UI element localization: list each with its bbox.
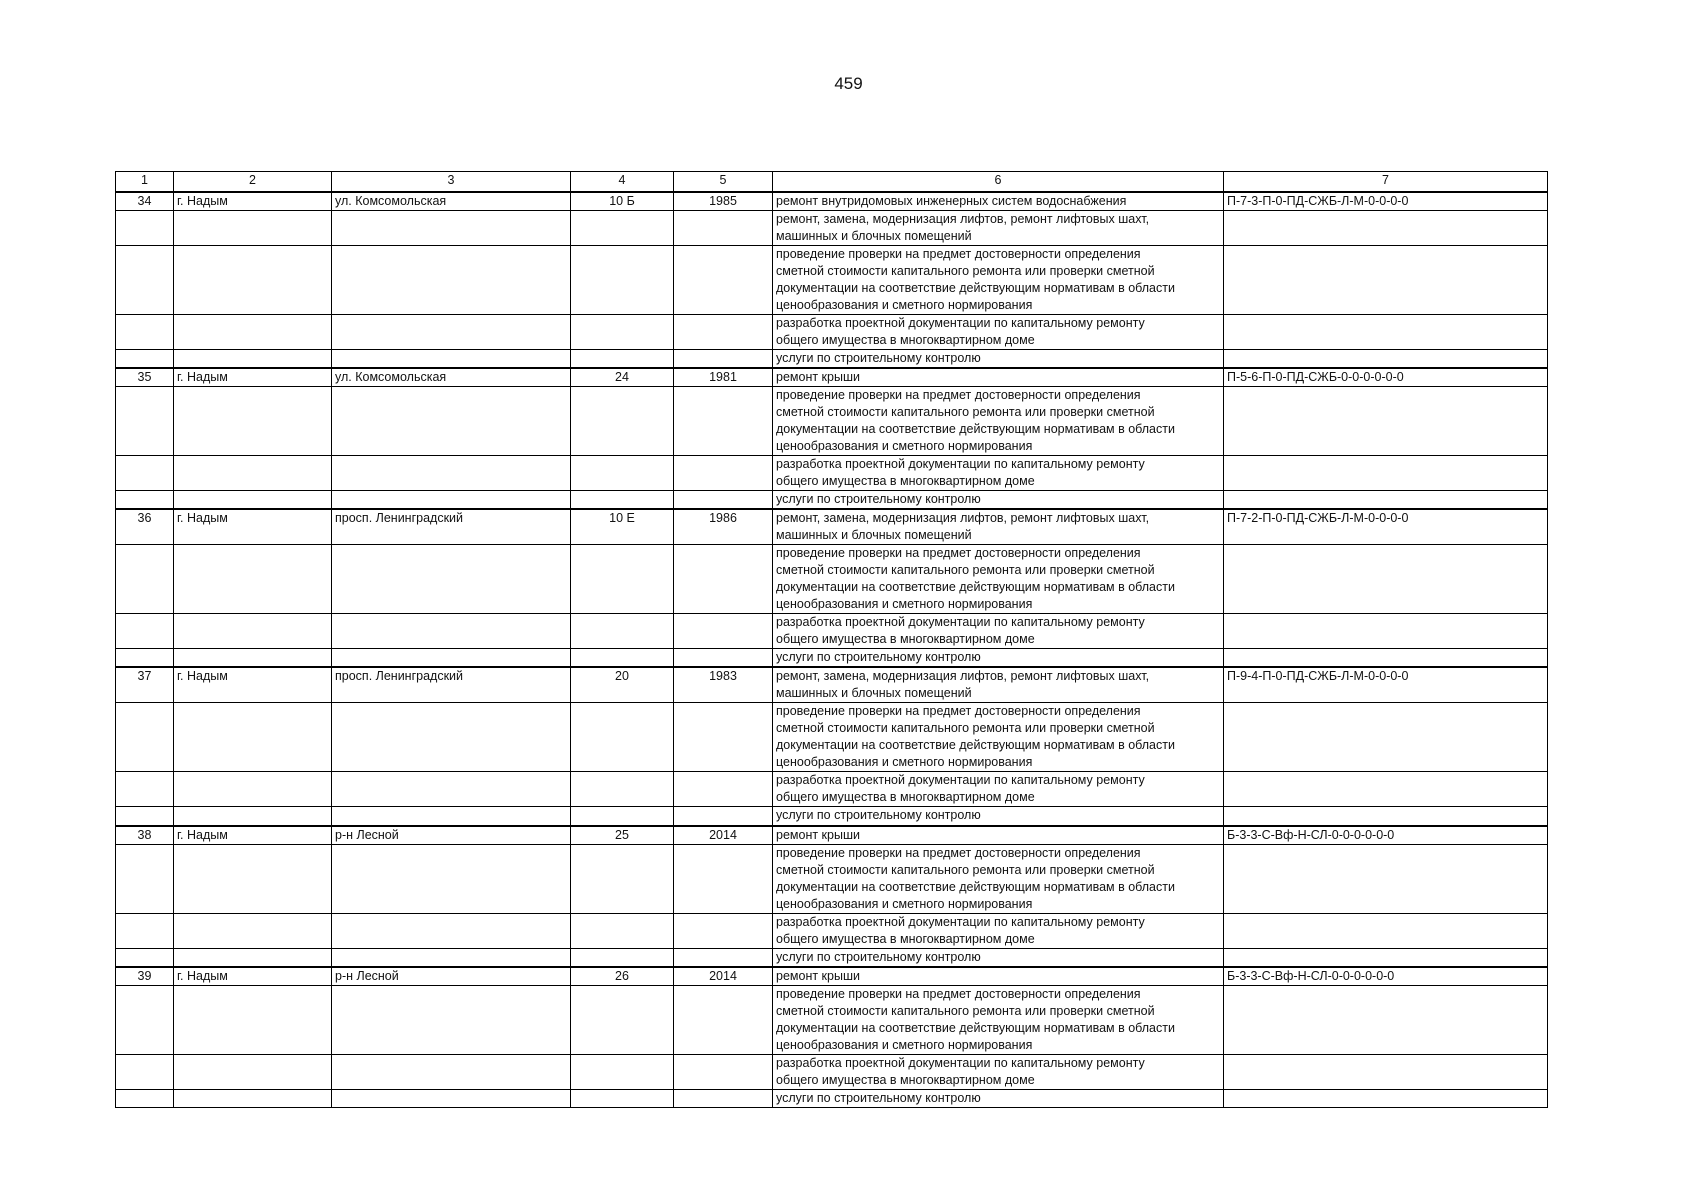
empty-cell [674,703,773,772]
code-cell: Б-3-3-С-Вф-Н-СЛ-0-0-0-0-0-0 [1224,967,1548,986]
table-row [116,192,1548,211]
empty-cell [174,1089,332,1108]
empty-cell [1224,614,1548,649]
empty-cell [674,315,773,350]
empty-cell [116,1054,174,1089]
empty-cell [571,456,674,491]
empty-cell [674,1054,773,1089]
empty-cell [1224,491,1548,510]
empty-cell [116,1089,174,1108]
table-row [116,614,1548,649]
table-row [116,967,1548,986]
work-type-cell: разработка проектной документации по капитальному ремонту общего имущества в многоквартирном доме [773,315,1224,350]
table-row [116,211,1548,246]
code-cell: П-9-4-П-0-ПД-СЖБ-Л-М-0-0-0-0 [1224,667,1548,703]
empty-cell [571,807,674,826]
empty-cell [571,545,674,614]
empty-cell [571,1054,674,1089]
table-row [116,985,1548,1054]
empty-cell [116,614,174,649]
empty-cell [1224,772,1548,807]
empty-cell [174,1054,332,1089]
empty-cell [332,491,571,510]
page-number: 459 [834,74,863,93]
empty-cell [674,807,773,826]
table-row [116,649,1548,668]
work-type-cell: проведение проверки на предмет достоверности определения сметной стоимости капитального ремонта или проверки сметной документации на соответствие действующим нормативам в области ценообразования и сметного нормирования [773,985,1224,1054]
work-type-cell: услуги по строительному контролю [773,807,1224,826]
column-header-6: 6 [773,172,1224,193]
work-type-cell: ремонт крыши [773,826,1224,845]
city-cell: г. Надым [174,368,332,387]
work-type-cell: разработка проектной документации по капитальному ремонту общего имущества в многоквартирном доме [773,772,1224,807]
work-type-cell: ремонт внутридомовых инженерных систем водоснабжения [773,192,1224,211]
empty-cell [174,350,332,369]
empty-cell [332,315,571,350]
empty-cell [1224,246,1548,315]
empty-cell [174,913,332,948]
empty-cell [116,456,174,491]
code-cell: П-5-6-П-0-ПД-СЖБ-0-0-0-0-0-0 [1224,368,1548,387]
empty-cell [674,456,773,491]
table-row [116,913,1548,948]
empty-cell [332,1054,571,1089]
table-row [116,772,1548,807]
work-type-cell: ремонт, замена, модернизация лифтов, ремонт лифтовых шахт, машинных и блочных помещений [773,211,1224,246]
year-cell: 1986 [674,509,773,545]
column-header-3: 3 [332,172,571,193]
empty-cell [571,913,674,948]
empty-cell [332,387,571,456]
work-type-cell: услуги по строительному контролю [773,649,1224,668]
year-cell: 2014 [674,967,773,986]
work-type-cell: ремонт крыши [773,368,1224,387]
empty-cell [332,246,571,315]
empty-cell [174,948,332,967]
empty-cell [674,614,773,649]
table-row [116,350,1548,369]
empty-cell [1224,649,1548,668]
empty-cell [174,211,332,246]
empty-cell [571,246,674,315]
empty-cell [1224,1089,1548,1108]
empty-cell [174,985,332,1054]
empty-cell [674,985,773,1054]
table-row [116,1054,1548,1089]
house-cell: 10 Е [571,509,674,545]
row-number: 39 [116,967,174,986]
house-cell: 20 [571,667,674,703]
table-row [116,387,1548,456]
empty-cell [332,614,571,649]
empty-cell [1224,703,1548,772]
empty-cell [571,649,674,668]
empty-cell [674,545,773,614]
work-type-cell: разработка проектной документации по капитальному ремонту общего имущества в многоквартирном доме [773,456,1224,491]
empty-cell [332,703,571,772]
work-type-cell: разработка проектной документации по капитальному ремонту общего имущества в многоквартирном доме [773,614,1224,649]
city-cell: г. Надым [174,192,332,211]
empty-cell [116,211,174,246]
work-type-cell: услуги по строительному контролю [773,948,1224,967]
empty-cell [674,649,773,668]
table-row [116,1089,1548,1108]
empty-cell [674,350,773,369]
empty-cell [571,1089,674,1108]
street-cell: ул. Комсомольская [332,368,571,387]
table-body [116,192,1548,1108]
empty-cell [332,913,571,948]
empty-cell [1224,948,1548,967]
empty-cell [174,844,332,913]
row-number: 37 [116,667,174,703]
empty-cell [116,350,174,369]
empty-cell [116,844,174,913]
empty-cell [174,545,332,614]
street-cell: просп. Ленинградский [332,667,571,703]
work-type-cell: проведение проверки на предмет достоверности определения сметной стоимости капитального ремонта или проверки сметной документации на соответствие действующим нормативам в области ценообразования и сметного нормирования [773,844,1224,913]
empty-cell [1224,211,1548,246]
work-type-cell: ремонт, замена, модернизация лифтов, ремонт лифтовых шахт, машинных и блочных помещений [773,667,1224,703]
city-cell: г. Надым [174,509,332,545]
table-row [116,368,1548,387]
empty-cell [174,456,332,491]
table-row [116,703,1548,772]
work-type-cell: проведение проверки на предмет достоверности определения сметной стоимости капитального ремонта или проверки сметной документации на соответствие действующим нормативам в области ценообразования и сметного нормирования [773,246,1224,315]
empty-cell [571,703,674,772]
empty-cell [674,913,773,948]
empty-cell [174,772,332,807]
column-header-1: 1 [116,172,174,193]
empty-cell [571,387,674,456]
empty-cell [571,315,674,350]
empty-cell [332,350,571,369]
empty-cell [332,545,571,614]
empty-cell [116,772,174,807]
city-cell: г. Надым [174,967,332,986]
empty-cell [1224,1054,1548,1089]
table-row [116,509,1548,545]
year-cell: 1983 [674,667,773,703]
table-row [116,667,1548,703]
street-cell: просп. Ленинградский [332,509,571,545]
table-row [116,844,1548,913]
work-type-cell: услуги по строительному контролю [773,491,1224,510]
code-cell: П-7-2-П-0-ПД-СЖБ-Л-М-0-0-0-0 [1224,509,1548,545]
empty-cell [674,844,773,913]
empty-cell [571,211,674,246]
table-row [116,545,1548,614]
empty-cell [571,948,674,967]
empty-cell [571,491,674,510]
empty-cell [1224,545,1548,614]
empty-cell [116,246,174,315]
empty-cell [332,1089,571,1108]
table-header [116,172,1548,193]
row-number: 35 [116,368,174,387]
empty-cell [674,387,773,456]
empty-cell [116,913,174,948]
row-number: 36 [116,509,174,545]
empty-cell [332,772,571,807]
empty-cell [1224,807,1548,826]
work-type-cell: ремонт, замена, модернизация лифтов, ремонт лифтовых шахт, машинных и блочных помещений [773,509,1224,545]
empty-cell [116,545,174,614]
year-cell: 2014 [674,826,773,845]
empty-cell [174,315,332,350]
work-type-cell: разработка проектной документации по капитальному ремонту общего имущества в многоквартирном доме [773,913,1224,948]
work-type-cell: услуги по строительному контролю [773,1089,1224,1108]
empty-cell [116,649,174,668]
column-header-7: 7 [1224,172,1548,193]
table-row [116,491,1548,510]
work-type-cell: разработка проектной документации по капитальному ремонту общего имущества в многоквартирном доме [773,1054,1224,1089]
empty-cell [332,649,571,668]
empty-cell [674,491,773,510]
house-cell: 10 Б [571,192,674,211]
empty-cell [1224,456,1548,491]
table-row [116,315,1548,350]
header-row [116,172,1548,193]
house-cell: 25 [571,826,674,845]
empty-cell [332,211,571,246]
table-row [116,246,1548,315]
column-header-5: 5 [674,172,773,193]
repair-program-table [115,171,1548,1108]
empty-cell [674,211,773,246]
empty-cell [1224,350,1548,369]
empty-cell [1224,844,1548,913]
column-header-2: 2 [174,172,332,193]
city-cell: г. Надым [174,667,332,703]
empty-cell [116,985,174,1054]
empty-cell [332,456,571,491]
table-row [116,807,1548,826]
work-type-cell: услуги по строительному контролю [773,350,1224,369]
empty-cell [1224,985,1548,1054]
empty-cell [674,246,773,315]
empty-cell [174,649,332,668]
year-cell: 1981 [674,368,773,387]
empty-cell [1224,913,1548,948]
column-header-4: 4 [571,172,674,193]
table-row [116,948,1548,967]
house-cell: 26 [571,967,674,986]
empty-cell [116,387,174,456]
empty-cell [116,948,174,967]
empty-cell [116,491,174,510]
empty-cell [332,985,571,1054]
empty-cell [332,844,571,913]
work-type-cell: проведение проверки на предмет достоверности определения сметной стоимости капитального ремонта или проверки сметной документации на соответствие действующим нормативам в области ценообразования и сметного нормирования [773,545,1224,614]
street-cell: р-н Лесной [332,826,571,845]
empty-cell [1224,315,1548,350]
row-number: 34 [116,192,174,211]
table-row [116,826,1548,845]
empty-cell [1224,387,1548,456]
work-type-cell: ремонт крыши [773,967,1224,986]
house-cell: 24 [571,368,674,387]
street-cell: ул. Комсомольская [332,192,571,211]
empty-cell [674,948,773,967]
code-cell: П-7-3-П-0-ПД-СЖБ-Л-М-0-0-0-0 [1224,192,1548,211]
code-cell: Б-3-3-С-Вф-Н-СЛ-0-0-0-0-0-0 [1224,826,1548,845]
empty-cell [674,772,773,807]
empty-cell [332,807,571,826]
empty-cell [174,807,332,826]
empty-cell [332,948,571,967]
city-cell: г. Надым [174,826,332,845]
empty-cell [571,350,674,369]
row-number: 38 [116,826,174,845]
empty-cell [116,315,174,350]
empty-cell [571,844,674,913]
empty-cell [174,703,332,772]
empty-cell [174,491,332,510]
empty-cell [116,703,174,772]
empty-cell [571,614,674,649]
empty-cell [174,387,332,456]
year-cell: 1985 [674,192,773,211]
empty-cell [674,1089,773,1108]
work-type-cell: проведение проверки на предмет достоверности определения сметной стоимости капитального ремонта или проверки сметной документации на соответствие действующим нормативам в области ценообразования и сметного нормирования [773,703,1224,772]
empty-cell [174,614,332,649]
empty-cell [571,985,674,1054]
empty-cell [116,807,174,826]
empty-cell [571,772,674,807]
work-type-cell: проведение проверки на предмет достоверности определения сметной стоимости капитального ремонта или проверки сметной документации на соответствие действующим нормативам в области ценообразования и сметного нормирования [773,387,1224,456]
table-row [116,456,1548,491]
empty-cell [174,246,332,315]
street-cell: р-н Лесной [332,967,571,986]
